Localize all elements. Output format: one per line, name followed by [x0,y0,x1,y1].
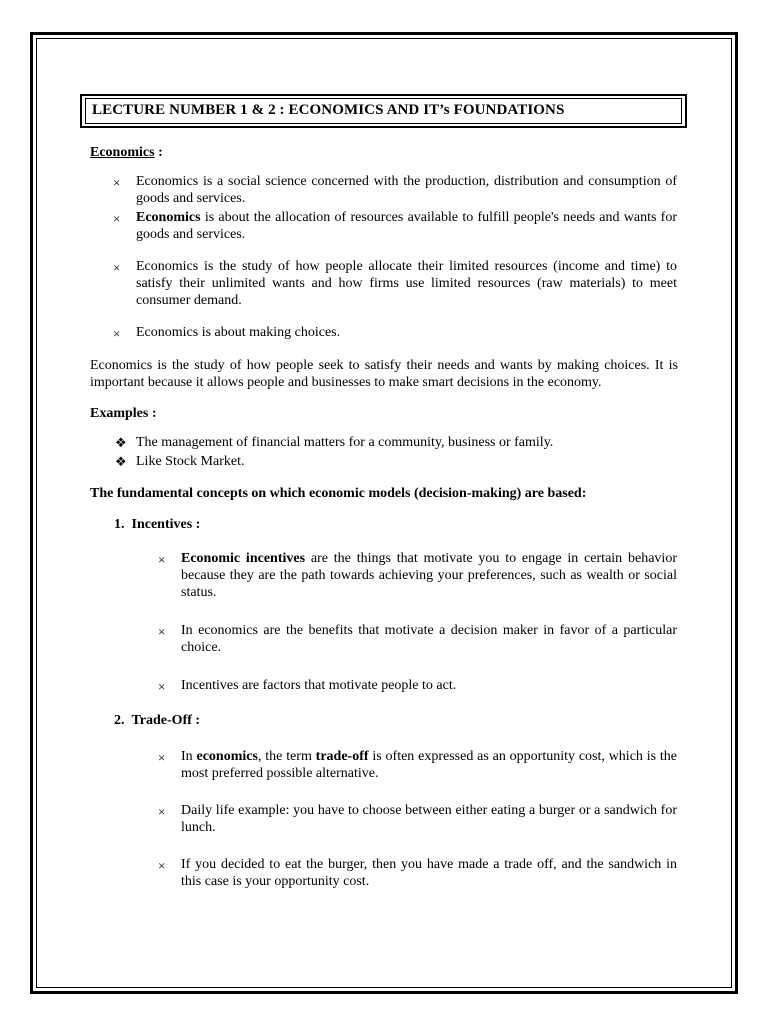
examples-heading: Examples : [90,406,157,421]
concept-2-heading [114,712,200,729]
example-item-1: The management of financial matters for a community, business or family. [136,435,554,450]
tradeoff-bullet-2: Daily life example: you have to choose between either eating a burger or a sandwich for lunch. [181,803,677,835]
bullet-x-icon: × [158,804,166,819]
example-item-2: Like Stock Market. [136,454,245,469]
bullet-x-icon: × [113,326,121,341]
bullet-x-icon: × [158,858,166,873]
tradeoff-bullet-1-bold-1: economics [196,749,258,764]
lecture-title: LECTURE NUMBER 1 & 2 : ECONOMICS AND IT’s FOUNDATIONS [92,102,565,118]
bullet-x-icon: × [113,175,121,190]
concept-2-title: Trade-Off : [131,713,201,728]
concept-2-number: 2. [114,713,125,728]
concept-1-number: 1. [114,517,125,532]
tradeoff-bullet-1-part-2: , the term [257,749,316,764]
concept-1-heading [114,516,200,533]
incentives-bullet-3: Incentives are factors that motivate people to act. [181,678,457,693]
economics-heading-text: Economics [90,145,155,160]
bullet-x-icon: × [158,624,166,639]
incentives-bullet-2: In economics are the benefits that motivate a decision maker in favor of a particular choice. [181,623,677,655]
tradeoff-bullet-1-part-3: is often expressed as an opportunity cost, which is the most preferred possible alternative. [181,749,678,781]
economics-bullet-2-bold: Economics [136,210,201,225]
economics-bullet-1: Economics is a social science concerned with the production, distribution and consumption of goods and services. [136,174,677,206]
incentives-bullet-1-rest: are the things that motivate you to engage in certain behavior because they are the path towards achieving your preferences, such as wealth or social status. [181,551,677,600]
economics-heading-suffix: : [154,145,163,160]
bullet-x-icon: × [113,260,121,275]
diamond-bullet-icon: ❖ [115,435,127,450]
bullet-x-icon: × [113,211,121,226]
economics-bullet-3: Economics is the study of how people allocate their limited resources (income and time) to satisfy their unlimited wants and how firms use limited resources (raw materials) to meet consumer demand. [136,259,677,308]
bullet-x-icon: × [158,679,166,694]
tradeoff-bullet-1 [181,748,677,782]
diamond-bullet-icon: ❖ [115,454,127,469]
concept-1-title: Incentives : [131,517,201,532]
bullet-x-icon: × [158,552,166,567]
tradeoff-bullet-1-bold-2: trade-off [315,749,369,764]
incentives-bullet-1 [181,550,677,601]
economics-bullet-2 [136,209,677,243]
tradeoff-bullet-1-part-1: In [181,749,197,764]
incentives-bullet-1-bold: Economic incentives [181,551,306,566]
economics-bullet-2-rest: is about the allocation of resources available to fulfill people's needs and wants for goods and services. [136,210,677,242]
economics-heading [90,144,163,161]
bullet-x-icon: × [158,750,166,765]
economics-paragraph: Economics is the study of how people seek to satisfy their needs and wants by making choices. It is important because it allows people and businesses to make smart decisions in the economy. [90,358,678,390]
economics-bullet-4: Economics is about making choices. [136,325,341,340]
fundamentals-heading: The fundamental concepts on which economic models (decision-making) are based: [90,486,587,501]
tradeoff-bullet-3: If you decided to eat the burger, then you have made a trade off, and the sandwich in this case is your opportunity cost. [181,857,677,889]
